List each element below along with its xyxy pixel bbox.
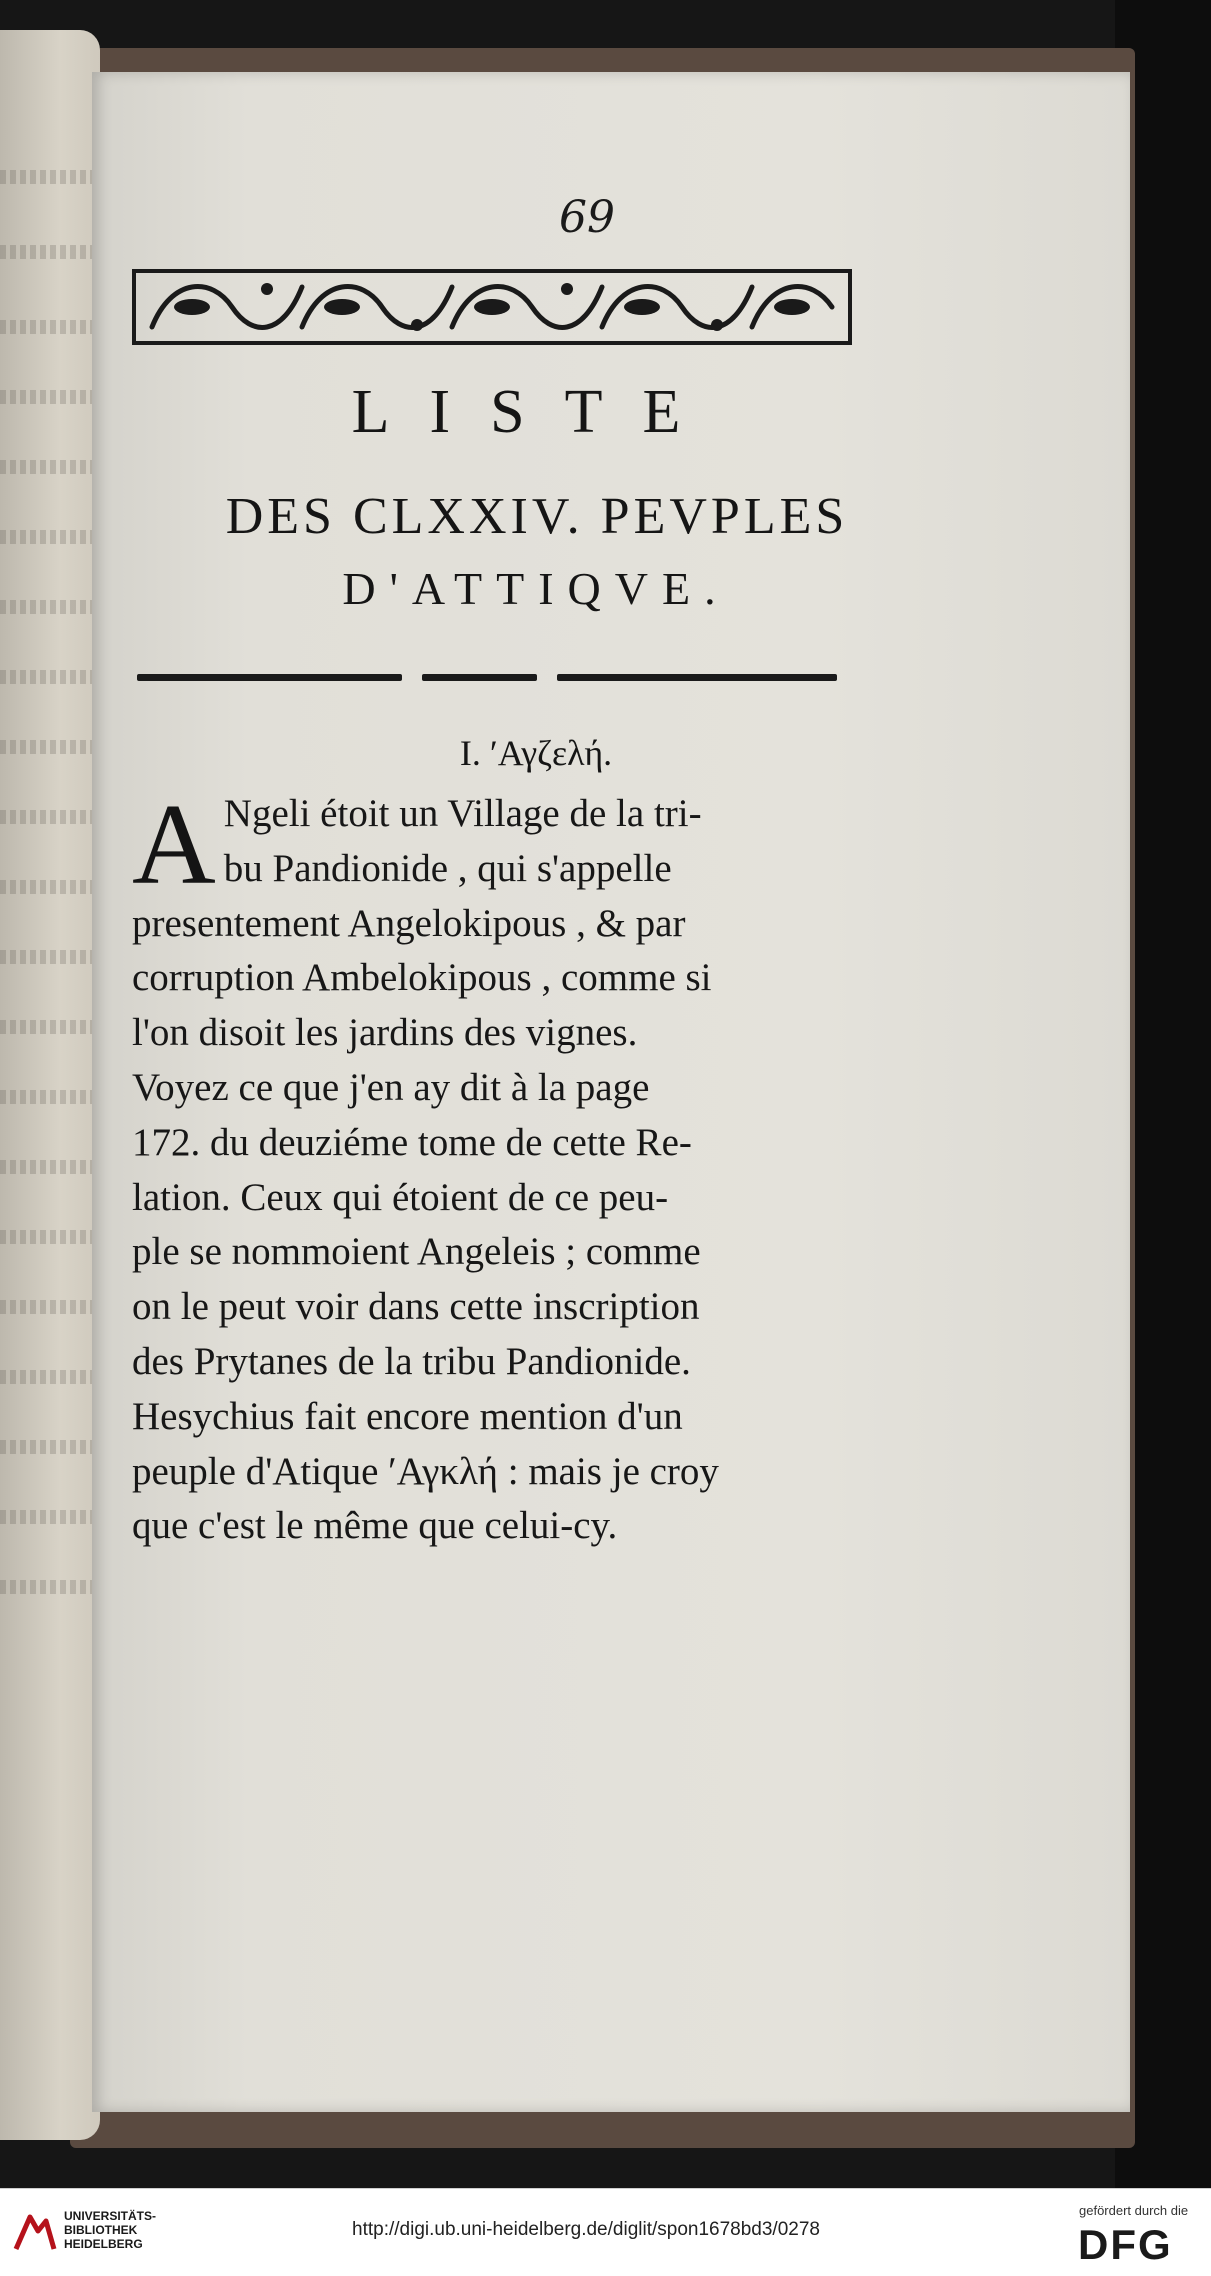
permalink-url[interactable]: http://digi.ub.uni-heidelberg.de/diglit/spon1678bd3/0278 <box>352 2219 820 2240</box>
library-logo-icon[interactable] <box>12 2209 58 2255</box>
text-line: lation. Ceux qui étoient de ce peu- <box>132 1175 669 1219</box>
text-line: Ngeli étoit un Village de la tri- <box>223 792 702 835</box>
divider-rule-middle <box>422 674 537 681</box>
library-name[interactable]: UNIVERSITÄTS- BIBLIOTHEK HEIDELBERG <box>64 2209 157 2251</box>
left-facing-page <box>0 30 100 2140</box>
page-subtitle-2: D'ATTIQVE. <box>342 563 730 614</box>
funded-by-label: gefördert durch die <box>1079 2203 1189 2218</box>
section-heading: I. ʹΑγζελή. <box>459 733 613 773</box>
dfg-logo[interactable]: DFG <box>1078 2221 1173 2268</box>
text-line: on le peut voir dans cette inscription <box>132 1285 700 1329</box>
text-line: bu Pandionide , qui s'appelle <box>223 846 672 890</box>
text-line: Hesychius fait encore mention d'un <box>132 1394 683 1438</box>
text-line: l'on disoit les jardins des vignes. <box>132 1011 638 1055</box>
text-line: des Prytanes de la tribu Pandionide. <box>132 1339 691 1383</box>
ornament-band <box>132 267 852 347</box>
drop-capital: A <box>132 781 216 909</box>
divider-rule-right <box>557 674 837 681</box>
text-line: peuple d'Atique ʹΑγκλή : mais je croy <box>132 1449 719 1493</box>
show-through-ghost-text <box>222 1692 922 1912</box>
text-line: Voyez ce que j'en ay dit à la page <box>132 1065 650 1109</box>
divider-rule-left <box>137 674 402 681</box>
page-title: LISTE <box>351 378 721 446</box>
text-line: corruption Ambelokipous , comme si <box>132 956 712 1000</box>
text-line: 172. du deuziéme tome de cette Re- <box>132 1120 692 1164</box>
text-line: presentement Angelokipous , & par <box>132 901 686 945</box>
page-number: 69 <box>559 192 615 243</box>
page-subtitle: DES CLXXIV. PEVPLES <box>225 488 849 545</box>
text-line: que c'est le même que celui-cy. <box>132 1504 618 1548</box>
text-line: ple se nommoient Angeleis ; comme <box>132 1230 701 1274</box>
body-paragraph <box>132 781 852 1554</box>
book-page <box>92 72 1130 2112</box>
viewer-footer <box>0 2188 1211 2276</box>
